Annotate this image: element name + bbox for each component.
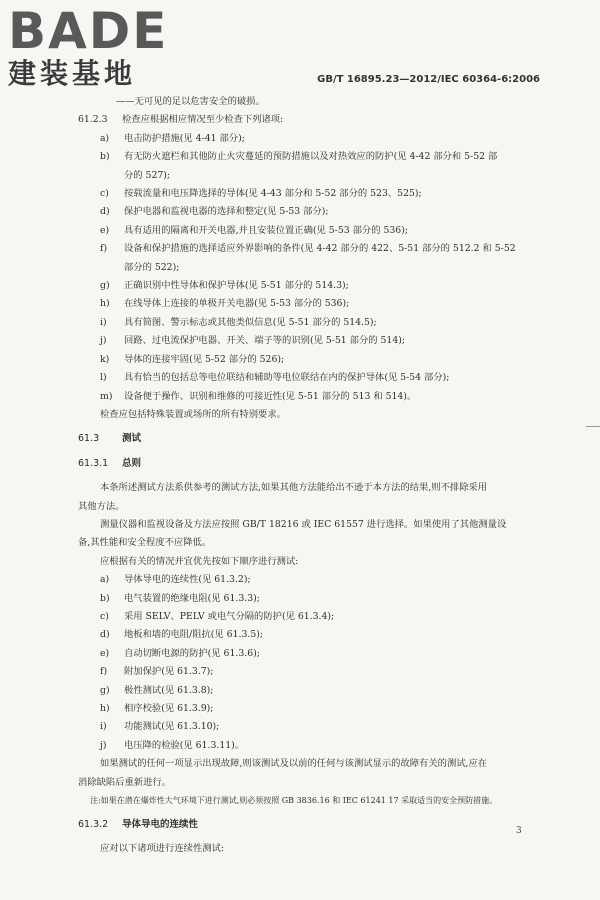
list-item xyxy=(78,277,548,295)
list-marker: f) xyxy=(100,666,108,678)
list-item-text: 电气装置的绝缘电阻(见 61.3.3); xyxy=(124,592,260,604)
list-item xyxy=(78,737,548,755)
document-body xyxy=(78,93,548,859)
list-item-text: 电击防护措施(见 4-41 部分); xyxy=(124,132,245,144)
standard-code: GB/T 16895.23—2012/IEC 60364-6:2006 xyxy=(317,74,540,85)
list-item xyxy=(78,388,548,406)
list-marker: e) xyxy=(100,224,110,236)
list-item xyxy=(78,608,548,626)
logo-text-en: BADE xyxy=(8,2,169,60)
section-61-3-1-heading: 61.3.1 总则 xyxy=(78,457,142,469)
list-item xyxy=(78,314,548,332)
list-item xyxy=(78,718,548,736)
check-closing-text: 检查应包括特殊装置或场所的所有特别要求。 xyxy=(100,408,286,420)
list-item-text: 设备和保护措施的选择适应外界影响的条件(见 4-42 部分的 422、5-51 部分的 512.2 和 5-52 xyxy=(124,243,516,255)
list-item-text: 相序校验(见 61.3.9); xyxy=(124,703,214,714)
list-item xyxy=(78,663,548,681)
list-marker: c) xyxy=(100,188,109,200)
list-item-text: 电压降的检验(见 61.3.11)。 xyxy=(124,739,245,751)
list-item xyxy=(78,240,548,258)
list-marker: b) xyxy=(100,151,110,163)
list-item xyxy=(78,682,548,700)
section-61-3-heading: 61.3 测试 xyxy=(78,433,142,445)
list-item xyxy=(78,626,548,644)
list-item-text: 保护电器和监视电器的选择和整定(见 5-53 部分); xyxy=(124,206,329,218)
list-item xyxy=(78,185,548,203)
list-item-text: 自动切断电源的防护(见 61.3.6); xyxy=(124,647,260,659)
list-item-text: 导体的连接牢固(见 5-52 部分的 526); xyxy=(124,353,285,365)
list-item xyxy=(78,351,548,369)
list-item xyxy=(78,222,548,240)
list-item-text: 具有适用的隔离和开关电器,并且安装位置正确(见 5-53 部分的 536); xyxy=(124,224,408,236)
list-marker: l) xyxy=(100,372,107,384)
list-item-text: 具有恰当的包括总等电位联结和辅助等电位联结在内的保护导体(见 5-54 部分); xyxy=(124,372,450,384)
list-item-text: 正确识别中性导体和保护导体(见 5-51 部分的 514.3); xyxy=(124,280,349,292)
logo xyxy=(8,4,168,90)
clause-61-2-3: 61.2.3 检查应根据相应情况至少检查下列诸项: xyxy=(78,114,284,126)
list-marker: b) xyxy=(100,592,110,604)
list-marker: g) xyxy=(100,684,110,696)
list-marker: a) xyxy=(100,574,110,586)
paragraph-line: 本条所述测试方法系供参考的测试方法,如果其他方法能给出不逊于本方法的结果,则不排除采用 xyxy=(100,482,488,494)
list-item-text: 有无防火遮栏和其他防止火灾蔓延的预防措施以及对热效应的防护(见 4-42 部分和 5-52 部 xyxy=(124,151,498,163)
list-marker: i) xyxy=(100,721,107,733)
page-number: 3 xyxy=(516,826,522,836)
paragraph-line: 其他方法。 xyxy=(78,500,125,512)
list-item-text: 地板和墙的电阻/阻抗(见 61.3.5); xyxy=(124,629,264,641)
margin-mark xyxy=(586,426,600,427)
list-marker: d) xyxy=(100,206,110,218)
list-item-continuation: 分的 527); xyxy=(124,169,171,181)
list-item xyxy=(78,203,548,221)
list-marker: a) xyxy=(100,132,110,144)
list-item xyxy=(78,700,548,718)
list-item-text: 附加保护(见 61.3.7); xyxy=(124,666,214,678)
list-item xyxy=(78,332,548,350)
note: 注:如果在潜在爆炸性大气环境下进行测试,则必须按照 GB 3836.16 和 IEC 61241 17 采取适当的安全预防措施。 xyxy=(90,796,498,806)
list-item-text: 按载流量和电压降选择的导体(见 4-43 部分和 5-52 部分的 523、525); xyxy=(124,188,422,200)
list-marker: k) xyxy=(100,353,110,365)
paragraph-line: 应对以下诸项进行连续性测试: xyxy=(100,843,224,855)
list-item-text: 回路、过电流保护电器、开关、端子等的识别(见 5-51 部分的 514); xyxy=(124,335,406,347)
list-marker: h) xyxy=(100,703,110,714)
list-item xyxy=(78,571,548,589)
paragraph-line: 测量仪器和监视设备及方法应按照 GB/T 18216 或 IEC 61557 进行选择。如果使用了其他测量设 xyxy=(100,518,507,530)
list-marker: f) xyxy=(100,243,108,255)
list-marker: i) xyxy=(100,316,107,328)
list-item xyxy=(78,130,548,148)
list-item-continuation: 部分的 522); xyxy=(124,261,180,273)
list-item xyxy=(78,645,548,663)
list-marker: c) xyxy=(100,610,109,622)
check-item-list xyxy=(78,130,548,406)
list-item-text: 设备便于操作、识别和维修的可接近性(见 5-51 部分的 513 和 514)。 xyxy=(124,390,417,402)
list-item xyxy=(78,148,548,166)
list-marker: m) xyxy=(100,390,113,402)
list-item-text: 在线导体上连接的单极开关电器(见 5-53 部分的 536); xyxy=(124,298,350,310)
text-line: ——无可见的足以危害安全的破损。 xyxy=(116,96,265,107)
list-item xyxy=(78,295,548,313)
paragraph-line: 应根据有关的情况并宜优先按如下顺序进行测试: xyxy=(100,555,299,567)
paragraph-line: 备,其性能和安全程度不应降低。 xyxy=(78,537,212,549)
list-marker: d) xyxy=(100,629,110,641)
list-item xyxy=(78,590,548,608)
list-item xyxy=(78,369,548,387)
list-item-text: 功能测试(见 61.3.10); xyxy=(124,721,220,733)
list-item-text: 导体导电的连续性(见 61.3.2); xyxy=(124,574,251,586)
test-order-list xyxy=(78,571,548,755)
section-61-3-2-heading: 61.3.2 导体导电的连续性 xyxy=(78,819,199,831)
list-item-text: 具有简图、警示标志或其他类似信息(见 5-51 部分的 514.5); xyxy=(124,316,377,328)
list-item-text: 极性测试(见 61.3.8); xyxy=(124,684,214,696)
list-marker: g) xyxy=(100,280,110,292)
paragraph-line: 消除缺陷后重新进行。 xyxy=(78,776,171,788)
list-marker: e) xyxy=(100,647,110,659)
list-marker: j) xyxy=(100,739,107,751)
list-item-text: 采用 SELV、PELV 或电气分隔的防护(见 61.3.4); xyxy=(124,610,335,622)
list-marker: j) xyxy=(100,335,107,347)
logo-text-cn: 建装基地 xyxy=(8,57,137,90)
paragraph-line: 如果测试的任何一项显示出现故障,则该测试及以前的任何与该测试显示的故障有关的测试,应在 xyxy=(100,758,488,770)
list-marker: h) xyxy=(100,298,110,310)
